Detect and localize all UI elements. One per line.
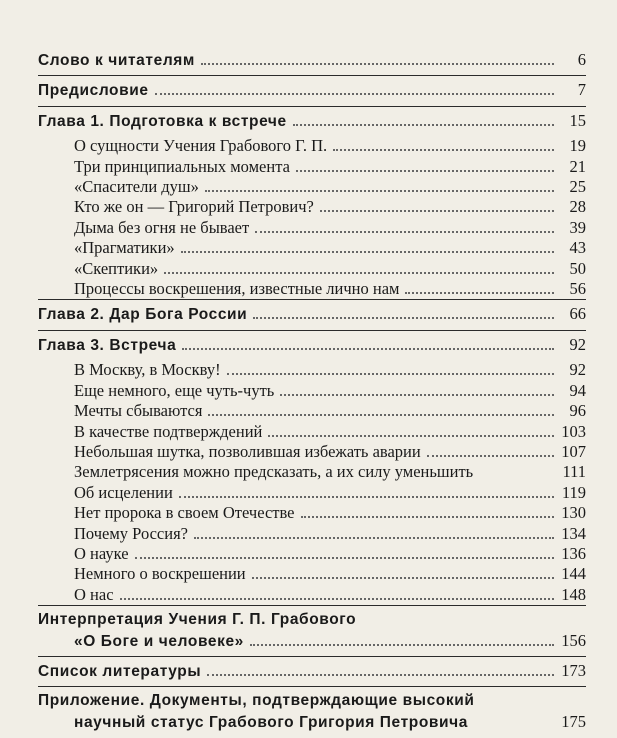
toc-subentry-page: 92 — [569, 360, 586, 380]
toc-subentry[interactable] — [38, 422, 586, 442]
toc-entry-appendix-cont[interactable] — [38, 712, 586, 737]
toc-chapter-3[interactable] — [38, 330, 586, 360]
toc-entry-title-line1: Приложение. Документы, подтверждающие высокий — [38, 692, 475, 710]
toc-subentry-page: 96 — [569, 401, 586, 421]
dot-leader — [280, 394, 554, 396]
dot-leader — [135, 557, 554, 559]
dot-leader — [179, 496, 554, 498]
toc-subentry-title: «Спасители душ» — [74, 177, 199, 197]
toc-entry-page: 6 — [577, 50, 586, 69]
toc-chapter-title: Глава 1. Подготовка к встрече — [38, 112, 287, 130]
dot-leader — [250, 644, 554, 646]
toc-entry-title-line2: «О Боге и человеке» — [74, 632, 244, 650]
table-of-contents — [38, 46, 586, 737]
toc-subentry-page: 103 — [561, 421, 586, 441]
toc-subentry-title: О нас — [74, 584, 114, 604]
toc-subentry-title: Немного о воскрешении — [74, 564, 246, 584]
toc-chapter-1[interactable] — [38, 106, 586, 136]
toc-entry-appendix[interactable] — [38, 686, 586, 711]
dot-leader — [405, 292, 554, 294]
toc-subentry-page: 19 — [569, 136, 586, 156]
toc-subentry-title: Дыма без огня не бывает — [74, 217, 250, 237]
toc-entry-interpretation-cont[interactable] — [38, 631, 586, 656]
toc-entry-page: 175 — [561, 711, 586, 731]
toc-subentry-page: 39 — [569, 217, 586, 237]
toc-subentry[interactable] — [38, 360, 586, 380]
dot-leader — [293, 124, 554, 126]
dot-leader — [182, 348, 554, 350]
toc-subentry-page: 43 — [569, 238, 586, 258]
dot-leader — [427, 455, 554, 457]
toc-subentry[interactable] — [38, 524, 586, 544]
toc-chapter-title: Глава 3. Встреча — [38, 336, 177, 354]
toc-subentry[interactable] — [38, 585, 586, 605]
toc-subentry-page: 94 — [569, 380, 586, 400]
dot-leader — [208, 414, 554, 416]
toc-subentry-page: 111 — [562, 462, 586, 482]
toc-subentry-title: Землетрясения можно предсказать, а их силу уменьшить — [74, 462, 474, 482]
toc-subentry[interactable] — [38, 401, 586, 421]
toc-subentry-page: 119 — [561, 482, 586, 502]
dot-leader — [255, 231, 554, 233]
toc-subentry[interactable] — [38, 157, 586, 177]
toc-entry-page: 156 — [561, 630, 586, 650]
toc-subentry[interactable] — [38, 483, 586, 503]
toc-subentry-title: Процессы воскрешения, известные лично нам — [74, 279, 400, 299]
dot-leader — [164, 272, 554, 274]
toc-subentry[interactable] — [38, 279, 586, 299]
toc-entry-page: 7 — [577, 80, 586, 100]
dot-leader — [301, 516, 554, 518]
toc-subentry-page: 21 — [569, 156, 586, 176]
toc-entry-title: Предисловие — [38, 82, 149, 100]
toc-entry-predislovie[interactable] — [38, 75, 586, 105]
toc-subentry-page: 144 — [561, 564, 586, 584]
toc-entry-title-line1: Интерпретация Учения Г. П. Грабового — [38, 611, 357, 629]
toc-subentry[interactable] — [38, 462, 586, 482]
dot-leader — [253, 317, 554, 319]
dot-leader — [205, 190, 554, 192]
toc-subentry-page: 50 — [569, 258, 586, 278]
toc-subentry-title: О сущности Учения Грабового Г. П. — [74, 136, 328, 156]
toc-subentry[interactable] — [38, 442, 586, 462]
toc-subentry-title: Нет пророка в своем Отечестве — [74, 503, 295, 523]
dot-leader — [194, 537, 554, 539]
toc-entry-title: Список литературы — [38, 662, 202, 680]
toc-subentry-page: 148 — [561, 584, 586, 604]
toc-subentry[interactable] — [38, 238, 586, 258]
toc-chapter-title: Глава 2. Дар Бога России — [38, 306, 248, 324]
toc-subentry-page: 56 — [569, 279, 586, 299]
toc-subentry[interactable] — [38, 564, 586, 584]
toc-entry-literature[interactable] — [38, 656, 586, 686]
toc-entry-page: 173 — [561, 660, 586, 680]
toc-subentry[interactable] — [38, 136, 586, 156]
toc-subentry[interactable] — [38, 218, 586, 238]
dot-leader — [120, 598, 554, 600]
toc-subentry-title: Еще немного, еще чуть-чуть — [74, 380, 275, 400]
dot-leader — [268, 435, 554, 437]
toc-subentry-title: Почему Россия? — [74, 523, 188, 543]
toc-entry-interpretation[interactable] — [38, 605, 586, 630]
toc-subentry-title: Небольшая шутка, позволившая избежать аварии — [74, 441, 421, 461]
toc-chapter-page: 92 — [569, 334, 586, 354]
toc-subentry[interactable] — [38, 381, 586, 401]
dot-leader — [296, 170, 554, 172]
toc-chapter-page: 66 — [569, 304, 586, 324]
dot-leader — [181, 251, 554, 253]
toc-subentry-page: 134 — [561, 523, 586, 543]
toc-subentry-page: 136 — [561, 543, 586, 563]
toc-subentry-title: Мечты сбываются — [74, 401, 203, 421]
toc-subentry[interactable] — [38, 177, 586, 197]
toc-subentry-title: Три принципиальных момента — [74, 156, 290, 176]
dot-leader — [201, 63, 554, 65]
toc-subentry-title: В качестве подтверждений — [74, 421, 263, 441]
toc-subentry[interactable] — [38, 197, 586, 217]
toc-subentry-title: В Москву, в Москву! — [74, 360, 221, 380]
toc-chapter-page: 15 — [569, 110, 586, 130]
toc-subentry-title: О науке — [74, 543, 129, 563]
dot-leader — [207, 674, 554, 676]
toc-entry-title-line2: научный статус Грабового Григория Петровича — [74, 713, 468, 731]
toc-chapter-2[interactable] — [38, 299, 586, 329]
dot-leader — [227, 373, 554, 375]
toc-entry-title: Слово к читателям — [38, 52, 195, 69]
toc-subentry-page: 107 — [561, 441, 586, 461]
toc-entry-slovo[interactable] — [38, 46, 586, 75]
toc-subentry-title: Кто же он — Григорий Петрович? — [74, 197, 314, 217]
toc-subentry-title: «Скептики» — [74, 258, 159, 278]
dot-leader — [320, 210, 554, 212]
toc-subentry[interactable] — [38, 503, 586, 523]
toc-subentry[interactable] — [38, 259, 586, 279]
toc-subentry-title: «Прагматики» — [74, 238, 175, 258]
toc-subentry-page: 130 — [561, 503, 586, 523]
dot-leader — [333, 149, 554, 151]
dot-leader — [155, 93, 554, 95]
toc-subentry-page: 28 — [569, 197, 586, 217]
dot-leader — [252, 577, 554, 579]
toc-subentry-page: 25 — [569, 177, 586, 197]
toc-subentry-title: Об исцелении — [74, 482, 173, 502]
toc-subentry[interactable] — [38, 544, 586, 564]
